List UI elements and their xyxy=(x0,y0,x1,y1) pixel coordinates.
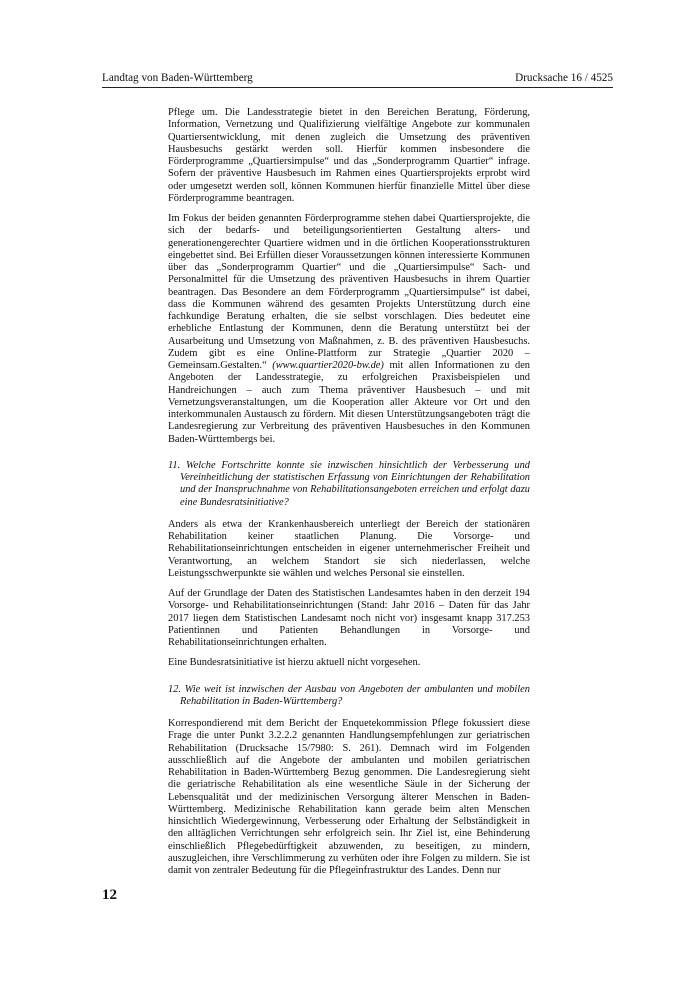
question-12: 12. Wie weit ist inzwischen der Ausbau von Angeboten der ambulanten und mobilen Rehabilitation in Baden-Württemberg? xyxy=(168,683,530,707)
header-divider xyxy=(102,87,613,88)
answer-12: Korrespondierend mit dem Bericht der Enquetekommission Pflege fokussiert diese Frage die unter Punkt 3.2.2.2 genannten Handlungsempfehlungen zur geriatrischen Rehabilitation (Drucksache 15/7980: S. 261). Demnach wird im Folgenden ausschließlich auf die Angebote der ambulanten und mobilen geriatrischen Rehabilitation in Baden-Württemberg Bezug genommen. Die Landesregierung sieht die geriatrische Rehabilitation als eine wesentliche Säule in der Sicherung der Lebensqualität und der medizinischen Versorgung älterer Menschen in Baden-Württemberg. Medizinische Rehabilitation kann gerade beim alten Menschen hinsichtlich Wiedergewinnung, Verbesserung oder Erhaltung der Selbständigkeit in den alltäglichen Verrichtungen sehr erfolgreich sein. Ihr Ziel ist, eine Behinderung einschließlich Pflegebedürftigkeit abzuwenden, zu beseitigen, zu mindern, auszugleichen, ihre Verschlimmerung zu verhüten oder ihre Folgen zu mildern. Sie ist damit von zentraler Bedeutung für die Pflegeinfrastruktur des Landes. Denn nur xyxy=(168,718,530,876)
answer-11-initiative: Eine Bundesratsinitiative ist hierzu aktuell nicht vorgesehen. xyxy=(168,657,421,669)
paragraph-strategy-offers: Pflege um. Die Landesstrategie bietet in den Bereichen Beratung, Förderung, Information, Vernetzung und Qualifizierung vielfältige Angebote zur kommunalen Quartiersentwicklung, mit denen zugleich die Umsetzung des präventiven Hausbesuchs gestärkt werden soll. Hierfür kommen insbesondere die Förderprogramme „Quartiersimpulse“ und das „Sonderprogramm Quartier“ infrage. Sofern der präventive Hausbesuch im Rahmen eines Quartiersprojekts erprobt wird oder umgesetzt werden soll, können Kommunen hierfür finanzielle Mittel über diese Förderprogramme beantragen. xyxy=(168,107,530,204)
running-header xyxy=(102,70,613,86)
answer-11-statistics: Auf der Grundlage der Daten des Statistischen Landesamtes haben in den derzeit 194 Vorsorge- und Rehabilitationseinrichtungen (Stand: Jahr 2016 – Daten für das Jahr 2017 liegen dem Statistischen Landesamt noch nicht vor) insgesamt knapp 317.253 Patientinnen und Patienten Behandlungen in Vorsorge- und Rehabilitationseinrichtungen erhalten. xyxy=(168,588,530,648)
page-number: 12 xyxy=(102,887,117,903)
document-body xyxy=(168,107,530,885)
answer-11-planning: Anders als etwa der Krankenhausbereich unterliegt der Bereich der stationären Rehabilitation keiner staatlichen Planung. Die Vorsorge- und Rehabilitationseinrichtungen entscheiden in eigener unternehmerischer Freiheit und Verantwortung, an welchem Standort sie sich niederlassen, welche Leistungsschwerpunkte sie wählen und welches Personal sie einstellen. xyxy=(168,518,530,579)
platform-link[interactable]: (www.quartier2020-bw.de) xyxy=(272,360,384,371)
paragraph-funding-programs xyxy=(168,213,530,446)
paragraph-funding-text-cont: mit allen Informationen zu den Angeboten der Landesstrategie, zu erfolgreichen Praxisbeispielen und Handreichungen – auch zum Thema präventiver Hausbesuch – und mit Vernetzungsveranstaltungen, um die Kooperation aller Akteure vor Ort und den interkommunalen Austausch zu fördern. Mit diesen Unterstützungsangeboten trägt die Landesregierung zur Verbreitung des präventiven Hausbesuches in den Kommunen Baden-Württembergs bei. xyxy=(168,360,531,445)
header-publisher: Landtag von Baden-Württemberg xyxy=(102,72,253,84)
header-document-number: Drucksache 16 / 4525 xyxy=(515,72,613,84)
paragraph-funding-text: Im Fokus der beiden genannten Förderprogramme stehen dabei Quartiersprojekte, die sich der bedarfs- und beteiligungsorientierten Gestaltung alters- und generationengerechter Quartiere widmen und in die örtlichen Kooperationsstrukturen eingebettet sind. Bei Erfüllen dieser Voraussetzungen können interessierte Kommunen über das „Sonderprogramm Quartier“ und die „Quartiersimpulse“ Sach- und Personalmittel für die Umsetzung des präventiven Hausbesuchs in ihrem Quartier beantragen. Das Besondere an dem Förderprogramm „Quartiersimpulse“ ist dabei, dass die Kommunen während des gesamten Projekts Unterstützung durch eine fachkundige Beratung erhalten, die sie selbst vorschlagen. Dies bedeutet eine erhebliche Entlastung der Kommunen, denn die Beratung unterstützt bei der Ausarbeitung und Umsetzung von Maßnahmen, z. B. des präventiven Hausbesuchs. Zudem gibt es eine Online-Plattform zur Strategie „Quartier 2020 – Gemeinsam.Gestalten.“ xyxy=(168,213,530,371)
question-11: 11. Welche Fortschritte konnte sie inzwischen hinsichtlich der Verbesserung und Vereinheitlichung der statistischen Erfassung von Einrichtungen der Rehabilitation und der Inanspruchnahme von Rehabilitationsangeboten erreichen und erfolgt dazu eine Bundesratsinitiative? xyxy=(168,459,530,508)
